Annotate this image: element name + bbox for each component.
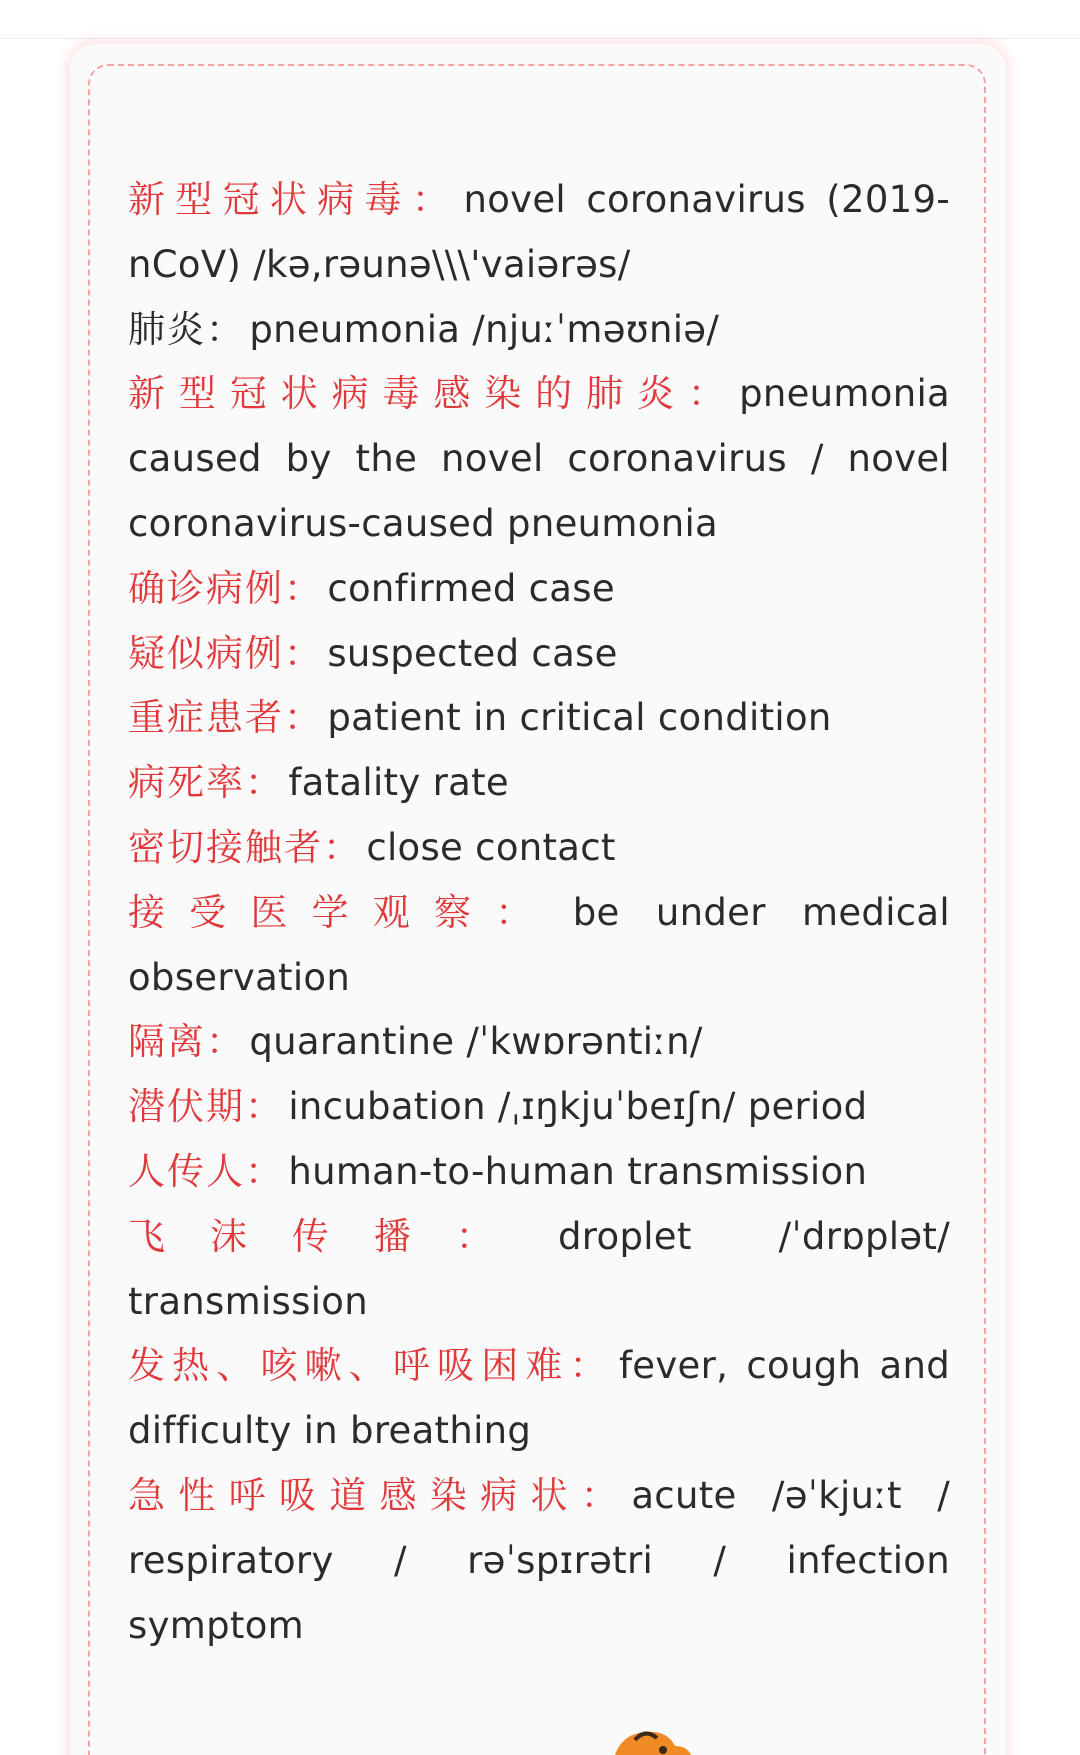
vocab-separator: ： — [245, 1149, 283, 1193]
vocab-entry — [128, 298, 950, 363]
vocab-definition: be under medical observation — [128, 890, 950, 999]
vocab-separator: ： — [495, 890, 543, 934]
vocab-term: 肺炎 — [128, 307, 206, 351]
vocab-definition: droplet /ˈdrɒplət/ transmission — [128, 1214, 951, 1323]
vocab-definition: novel coronavirus (2019-nCoV) /kə,rəunə\\\'vaiərəs/ — [128, 178, 950, 286]
vocab-separator: ： — [284, 631, 322, 675]
vocab-separator: ： — [284, 566, 322, 610]
vocab-definition: close contact — [366, 825, 616, 869]
vocab-entry — [128, 1464, 950, 1658]
vocab-separator: ： — [411, 178, 458, 221]
vocab-entry — [128, 622, 950, 687]
vocab-definition: fatality rate — [288, 761, 509, 805]
vocab-term: 人传人 — [128, 1149, 245, 1193]
vocab-separator: ： — [245, 1085, 283, 1129]
vocab-definition: pneumonia /njuːˈməʊniə/ — [249, 307, 720, 351]
vocab-term: 发热、咳嗽、呼吸困难 — [128, 1344, 570, 1388]
vocab-separator: ： — [323, 825, 361, 869]
vocab-term: 确诊病例 — [128, 566, 284, 610]
vocab-term: 潜伏期 — [128, 1085, 245, 1129]
vocab-entry — [128, 1205, 950, 1335]
vocab-definition: quarantine /ˈkwɒrəntiːn/ — [249, 1020, 703, 1064]
vocab-entry — [128, 362, 950, 556]
vocab-definition: incubation /ˌɪŋkjuˈbeɪʃn/ period — [288, 1085, 868, 1129]
vocab-term: 疑似病例 — [128, 631, 284, 675]
vocab-definition: human-to-human transmission — [288, 1149, 868, 1193]
vocab-term: 飞沫传播 — [128, 1214, 456, 1258]
vocab-entry — [128, 816, 950, 881]
vocab-entry — [128, 1010, 950, 1075]
vocab-definition: fever, cough and difficulty in breathing — [128, 1344, 950, 1453]
vocab-separator: ： — [455, 1214, 509, 1258]
vocab-term: 新型冠状病毒 — [128, 178, 412, 221]
vocab-definition: acute /əˈkjuːt / respiratory / rəˈspɪrətri / infection symptom — [128, 1473, 950, 1647]
vocab-definition: pneumonia caused by the novel coronavirus / novel coronavirus-caused pneumonia — [128, 372, 950, 545]
vocab-separator: ： — [284, 696, 322, 740]
top-bar — [0, 0, 1080, 39]
vocab-separator: ： — [206, 307, 244, 351]
vocab-entry — [128, 751, 950, 816]
vocab-term: 隔离 — [128, 1020, 206, 1064]
vocab-entry — [128, 557, 950, 622]
vocab-term: 新型冠状病毒感染的肺炎 — [128, 372, 688, 416]
vocab-entry — [128, 1334, 950, 1464]
vocab-term: 重症患者 — [128, 696, 284, 740]
vocab-term: 接受医学观察 — [128, 890, 496, 934]
vocab-separator: ： — [687, 372, 734, 416]
vocab-separator: ： — [245, 761, 283, 805]
vocab-entry — [128, 686, 950, 751]
vocab-entry — [128, 881, 950, 1011]
vocab-entry — [128, 1075, 950, 1140]
vocab-definition: suspected case — [327, 631, 618, 675]
vocab-term: 急性呼吸道感染病状 — [128, 1473, 581, 1517]
vocab-separator: ： — [569, 1344, 613, 1388]
vocab-entry — [128, 1140, 950, 1205]
vocab-definition: confirmed case — [327, 566, 615, 610]
vocab-separator: ： — [580, 1473, 626, 1517]
vocab-definition: patient in critical condition — [327, 696, 832, 740]
vocab-term: 密切接触者 — [128, 825, 323, 869]
vocab-term: 病死率 — [128, 761, 245, 805]
vocab-entry — [128, 168, 950, 298]
vocabulary-list — [128, 168, 950, 1658]
vocab-separator: ： — [206, 1020, 244, 1064]
mascot-illustration — [605, 1722, 697, 1755]
